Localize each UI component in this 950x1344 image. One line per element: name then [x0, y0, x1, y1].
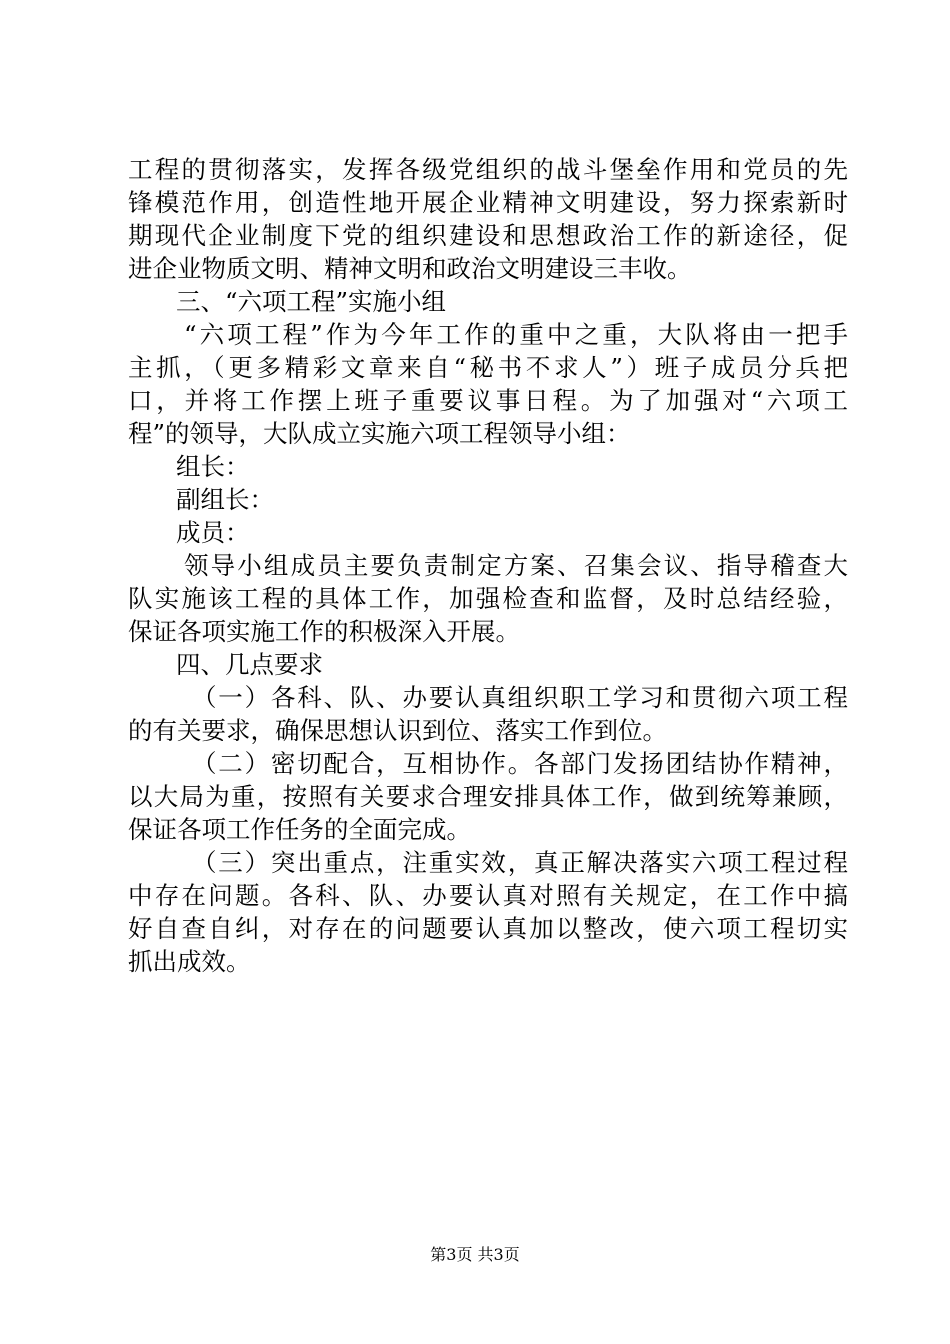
body-line: 抓出成效。 [128, 947, 251, 976]
members-label: 成员： [176, 518, 250, 547]
group-leader-label: 组长： [176, 452, 250, 481]
body-line: 锋模范作用，创造性地开展企业精神文明建设，努力探索新时 [128, 188, 848, 217]
body-line: 保证各项实施工作的积极深入开展。 [128, 617, 520, 646]
body-line: 进企业物质文明、精神文明和政治文明建设三丰收。 [128, 254, 692, 283]
body-line: 保证各项工作任务的全面完成。 [128, 815, 471, 844]
body-line: 的有关要求，确保思想认识到位、落实工作到位。 [128, 716, 667, 745]
body-line: 主抓，（更多精彩文章来自“秘书不求人”）班子成员分兵把 [128, 353, 848, 382]
deputy-leader-label: 副组长： [176, 485, 274, 514]
body-line: 工程的贯彻落实，发挥各级党组织的战斗堡垒作用和党员的先 [128, 155, 848, 184]
body-line: “六项工程”作为今年工作的重中之重，大队将由一把手 [184, 320, 848, 349]
body-line: 口，并将工作摆上班子重要议事日程。为了加强对“六项工 [128, 386, 848, 415]
page-number-footer: 第3页 共3页 [430, 1245, 520, 1264]
body-line: 程”的领导，大队成立实施六项工程领导小组： [128, 419, 631, 448]
body-line: （一）各科、队、办要认真组织职工学习和贯彻六项工程 [192, 683, 848, 712]
body-line: 好自查自纠，对存在的问题要认真加以整改，使六项工程切实 [128, 914, 848, 943]
body-line: 领导小组成员主要负责制定方案、召集会议、指导稽查大 [184, 551, 848, 580]
body-line: 队实施该工程的具体工作，加强检查和监督，及时总结经验， [128, 584, 848, 613]
body-line: （三）突出重点，注重实效，真正解决落实六项工程过程 [192, 848, 848, 877]
body-line: （二）密切配合，互相协作。各部门发扬团结协作精神， [192, 749, 848, 778]
body-line: 期现代企业制度下党的组织建设和思想政治工作的新途径，促 [128, 221, 848, 250]
section-heading-4: 四、几点要求 [176, 650, 323, 679]
body-line: 以大局为重，按照有关要求合理安排具体工作，做到统筹兼顾， [128, 782, 848, 811]
document-body [128, 153, 848, 978]
section-heading-3: 三、“六项工程”实施小组 [176, 287, 447, 316]
body-line: 中存在问题。各科、队、办要认真对照有关规定，在工作中搞 [128, 881, 848, 910]
